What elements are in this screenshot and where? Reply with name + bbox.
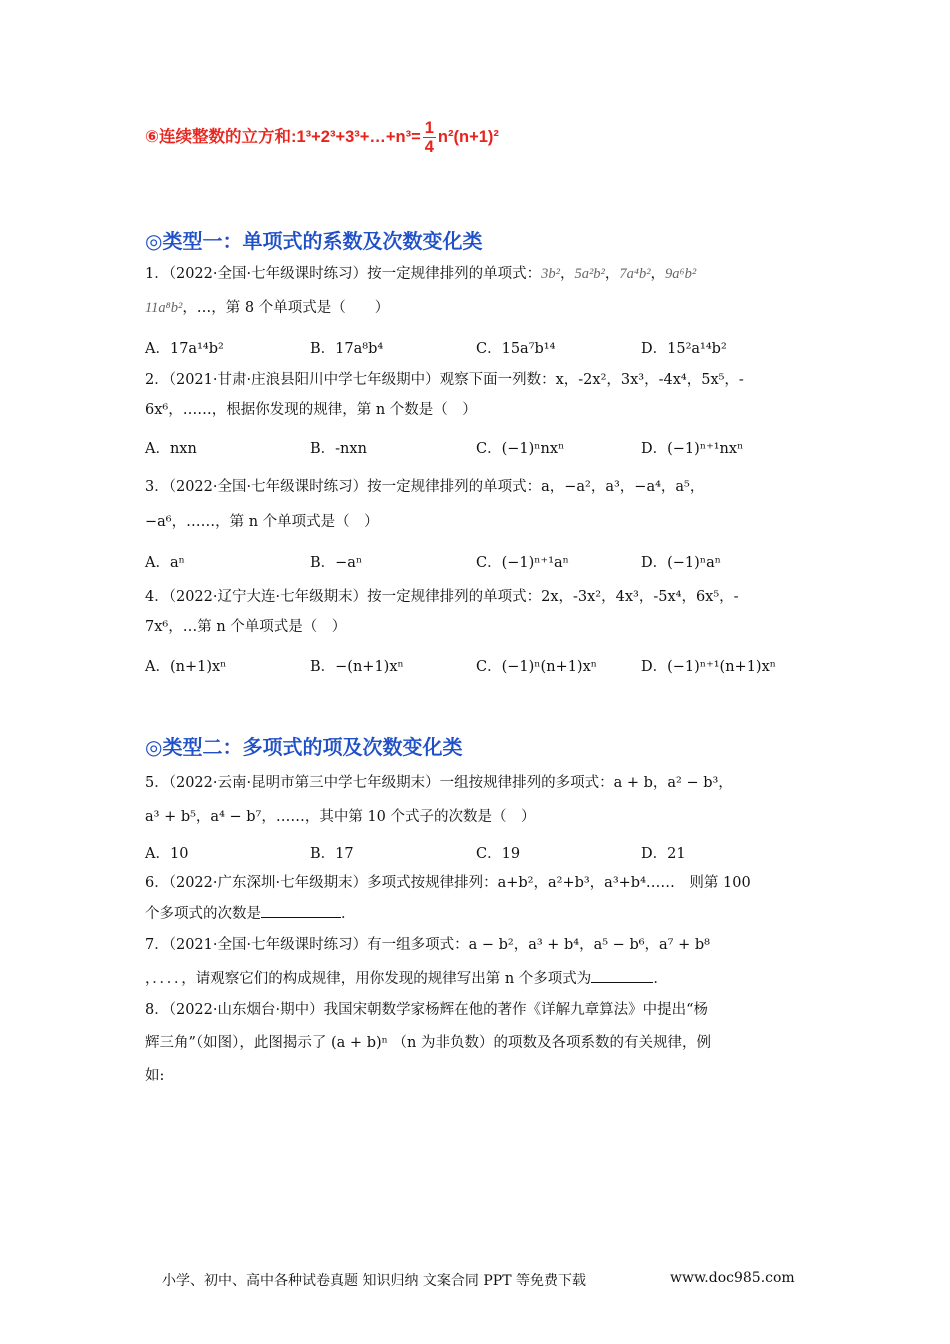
footer-url[interactable]: www.doc985.com — [670, 1270, 795, 1286]
q1-term-4: 9a⁶b² — [665, 266, 697, 282]
q2-option-d[interactable]: D．(−1)ⁿ⁺¹nxⁿ — [641, 441, 744, 457]
question-4-line-2: 7x⁶，…第 n 个单项式是（ ） — [145, 619, 347, 635]
question-1-stem: 1．（2022·全国·七年级课时练习）按一定规律排列的单项式： — [145, 266, 542, 282]
q1-option-b[interactable]: B．17a⁸b⁴ — [310, 341, 384, 357]
question-2-line-2: 6x⁶，……，根据你发现的规律，第 n 个数是（ ） — [145, 402, 477, 418]
question-5-line-1: 5．（2022·云南·昆明市第三中学七年级期末）一组按规律排列的多项式：a + b，a² − b³， — [145, 775, 733, 791]
q7-answer-blank[interactable] — [591, 968, 653, 983]
question-6-ask: 个多项式的次数是 — [145, 906, 261, 922]
question-6-line-1: 6．（2022·广东深圳·七年级期末）多项式按规律排列：a+b²，a²+b³，a³+b⁴…… 则第 100 — [145, 875, 751, 891]
question-3-line-2: −a⁶，……，第 n 个单项式是（ ） — [145, 514, 379, 530]
q1-term-3: 7a⁴b² — [619, 266, 651, 282]
question-2-line-1: 2．（2021·甘肃·庄浪县阳川中学七年级期中）观察下面一列数：x，-2x²，3x³，-4x⁴，5x⁵，- — [145, 372, 744, 388]
fraction-numerator: 1 — [424, 119, 434, 137]
q1-option-d[interactable]: D．15²a¹⁴b² — [641, 341, 727, 357]
question-1-line-2 — [145, 298, 389, 318]
formula-fraction — [423, 119, 436, 156]
q3-option-b[interactable]: B．−aⁿ — [310, 555, 363, 571]
question-7-ask: ，．．．．，请观察它们的构成规律，用你发现的规律写出第 n 个多项式为 — [145, 971, 592, 987]
q1-term-5: 11a⁸b² — [145, 300, 183, 316]
q1-term-1: 3b² — [541, 266, 560, 282]
q5-option-a[interactable]: A．10 — [145, 846, 189, 862]
q1-option-c[interactable]: C．15a⁷b¹⁴ — [476, 341, 556, 357]
q2-option-a[interactable]: A．nxn — [145, 441, 197, 457]
question-7-line-2: ，．．．．，请观察它们的构成规律，用你发现的规律写出第 n 个多项式为 ． — [145, 968, 668, 989]
q3-option-a[interactable]: A．aⁿ — [145, 555, 185, 571]
question-5-line-2: a³ + b⁵，a⁴ − b⁷，……，其中第 10 个式子的次数是（ ） — [145, 809, 536, 825]
q5-option-c[interactable]: C．19 — [476, 846, 521, 862]
formula-prefix: ⑥连续整数的立方和:1³+2³+3³+…+n³= — [145, 127, 421, 146]
q4-option-c[interactable]: C．(−1)ⁿ(n+1)xⁿ — [476, 659, 598, 675]
q5-option-b[interactable]: B．17 — [310, 846, 354, 862]
question-8-line-1: 8．（2022·山东烟台·期中）我国宋朝数学家杨辉在他的著作《详解九章算法》中提出“杨 — [145, 1002, 709, 1018]
q2-option-c[interactable]: C．(−1)ⁿnxⁿ — [476, 441, 565, 457]
q4-option-d[interactable]: D．(−1)ⁿ⁺¹(n+1)xⁿ — [641, 659, 777, 675]
question-8-line-2: 辉三角”（如图），此图揭示了 (a + b)ⁿ （n 为非负数）的项数及各项系数的有关规律，例 — [145, 1035, 711, 1051]
question-7-line-1: 7．（2021·全国·七年级课时练习）有一组多项式：a − b²，a³ + b⁴，a⁵ − b⁶，a⁷ + b⁸ — [145, 937, 710, 953]
q6-answer-blank[interactable] — [261, 903, 341, 918]
q3-option-c[interactable]: C．(−1)ⁿ⁺¹aⁿ — [476, 555, 569, 571]
footer-text: 小学、初中、高中各种试卷真题 知识归纳 文案合同 PPT 等免费下载 — [162, 1273, 586, 1289]
question-4-line-1: 4．（2022·辽宁大连·七年级期末）按一定规律排列的单项式：2x，-3x²，4x³，-5x⁴，6x⁵，- — [145, 589, 739, 605]
q1-option-a[interactable]: A．17a¹⁴b² — [145, 341, 224, 357]
question-8-line-3: 如: — [145, 1068, 165, 1084]
cube-sum-formula — [145, 119, 499, 156]
q4-option-b[interactable]: B．−(n+1)xⁿ — [310, 659, 404, 675]
question-1-line-1: 1．（2022·全国·七年级课时练习）按一定规律排列的单项式：3b²，5a²b²，7a⁴b²，9a⁶b² — [145, 266, 697, 282]
question-3-line-1: 3．（2022·全国·七年级课时练习）按一定规律排列的单项式：a，−a²，a³，−a⁴，a⁵， — [145, 479, 705, 495]
formula-suffix: n²(n+1)² — [437, 127, 499, 146]
question-6-line-2: 个多项式的次数是 ． — [145, 903, 356, 924]
fraction-denominator: 4 — [424, 138, 434, 156]
q4-option-a[interactable]: A．(n+1)xⁿ — [145, 659, 227, 675]
q5-option-d[interactable]: D．21 — [641, 846, 686, 862]
q1-term-2: 5a²b² — [574, 266, 605, 282]
q2-option-b[interactable]: B．-nxn — [310, 441, 367, 457]
section-heading-type-1: ◎类型一：单项式的系数及次数变化类 — [145, 229, 483, 253]
section-heading-type-2: ◎类型二：多项式的项及次数变化类 — [145, 735, 463, 759]
q3-option-d[interactable]: D．(−1)ⁿaⁿ — [641, 555, 722, 571]
question-1-ask: ，…，第 8 个单项式是（ ） — [182, 300, 390, 316]
